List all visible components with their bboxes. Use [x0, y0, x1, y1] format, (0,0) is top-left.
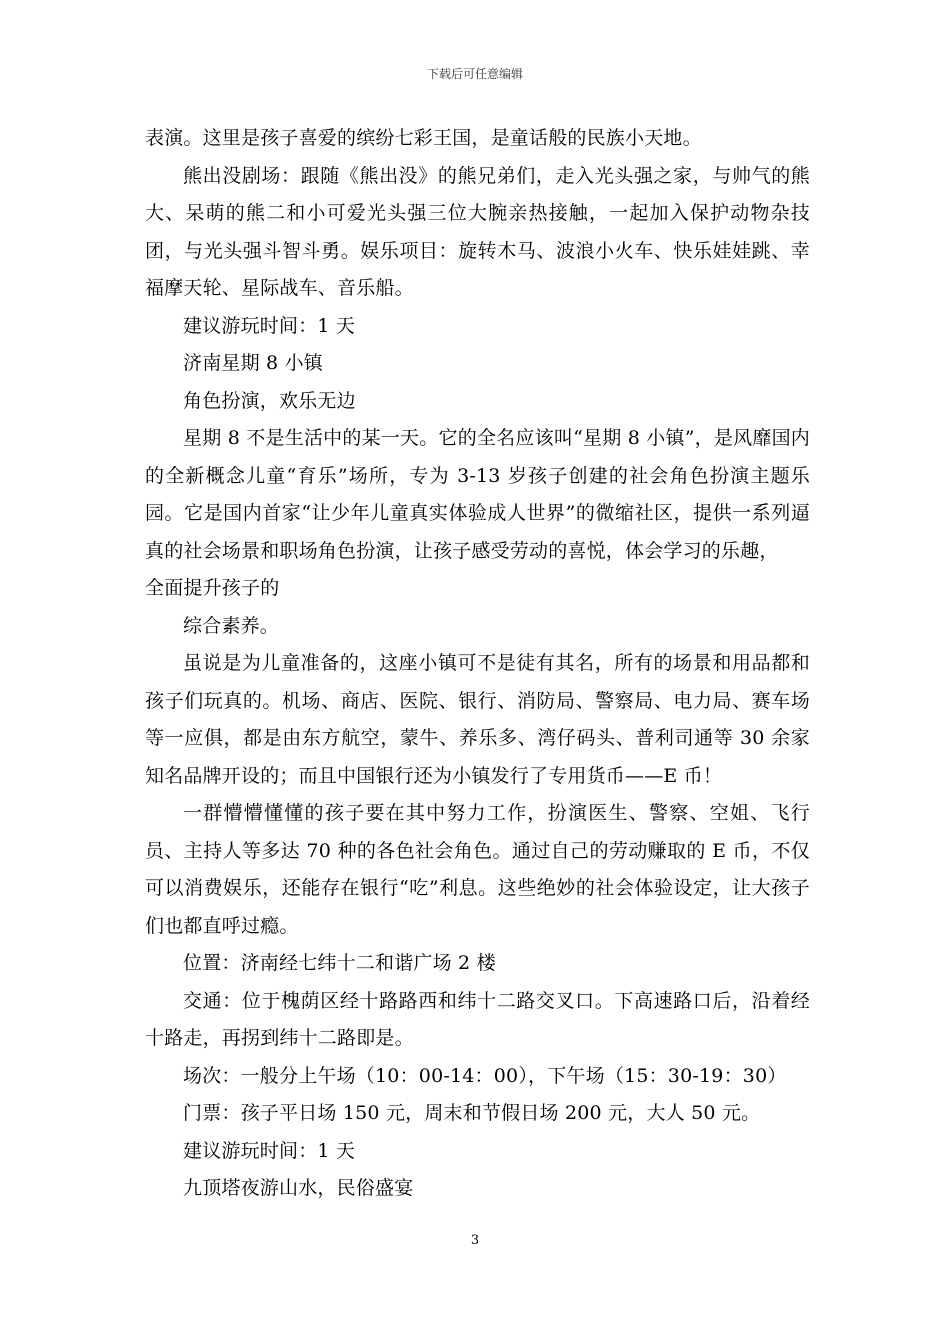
- paragraph-2: 熊出没剧场：跟随《熊出没》的熊兄弟们，走入光头强之家，与帅气的熊大、呆萌的熊二和小可爱光头强三位大腕亲热接触，一起加入保护动物杂技团，与光头强斗智斗勇。娱乐项目：旋转木马、波浪小火车、快乐娃娃跳、幸福摩天轮、星际战车、音乐船。: [145, 164, 810, 299]
- paragraph-6: 星期 8 不是生活中的某一天。它的全名应该叫“星期 8 小镇”，是风靡国内的全新概念儿童“育乐”场所，专为 3-13 岁孩子创建的社会角色扮演主题乐园。它是国内首家“让少年儿童真实体验成人世界”的微缩社区，提供一系列逼真的社会场景和职场角色扮演，让孩子感受劳动的喜悦，体会学习的乐趣，: [145, 427, 810, 562]
- paragraph-5: 角色扮演，欢乐无边: [183, 389, 356, 412]
- paragraph-11: 位置：济南经七纬十二和谐广场 2 楼: [183, 952, 496, 974]
- paragraph-8: 综合素养。: [183, 614, 280, 637]
- paragraph-14: 门票：孩子平日场 150 元，周末和节假日场 200 元，大人 50 元。: [183, 1102, 761, 1124]
- document-body: [145, 120, 810, 1208]
- page-header: 下载后可任意编辑: [426, 67, 523, 81]
- page-number: 3: [470, 1233, 480, 1248]
- paragraph-7: 全面提升孩子的: [145, 577, 280, 599]
- paragraph-10: 一群懵懵懂懂的孩子要在其中努力工作，扮演医生、警察、空姐、飞行员、主持人等多达 70 种的各色社会角色。通过自己的劳动赚取的 E 币，不仅可以消费娱乐，还能存在银行“吃”利息。这些绝妙的社会体验设定，让大孩子们也都直呼过瘾。: [145, 802, 810, 937]
- paragraph-13: 场次：一般分上午场（10：00-14：00），下午场（15：30-19：30）: [183, 1064, 787, 1087]
- paragraph-16: 九顶塔夜游山水，民俗盛宴: [183, 1177, 414, 1199]
- paragraph-9: 虽说是为儿童准备的，这座小镇可不是徒有其名，所有的场景和用品都和孩子们玩真的。机场、商店、医院、银行、消防局、警察局、电力局、赛车场等一应俱，都是由东方航空，蒙牛、养乐多、湾仔码头、普利司通等 30 余家知名品牌开设的；而且中国银行还为小镇发行了专用货币——E 币！: [145, 652, 810, 787]
- paragraph-15: 建议游玩时间：1 天: [183, 1139, 356, 1162]
- paragraph-4: 济南星期 8 小镇: [183, 352, 323, 374]
- paragraph-3: 建议游玩时间：1 天: [183, 314, 356, 337]
- paragraph-12: 交通：位于槐荫区经十路路西和纬十二路交叉口。下高速路口后，沿着经十路走，再拐到纬十二路即是。: [145, 989, 810, 1049]
- paragraph-1: 表演。这里是孩子喜爱的缤纷七彩王国，是童话般的民族小天地。: [145, 127, 702, 149]
